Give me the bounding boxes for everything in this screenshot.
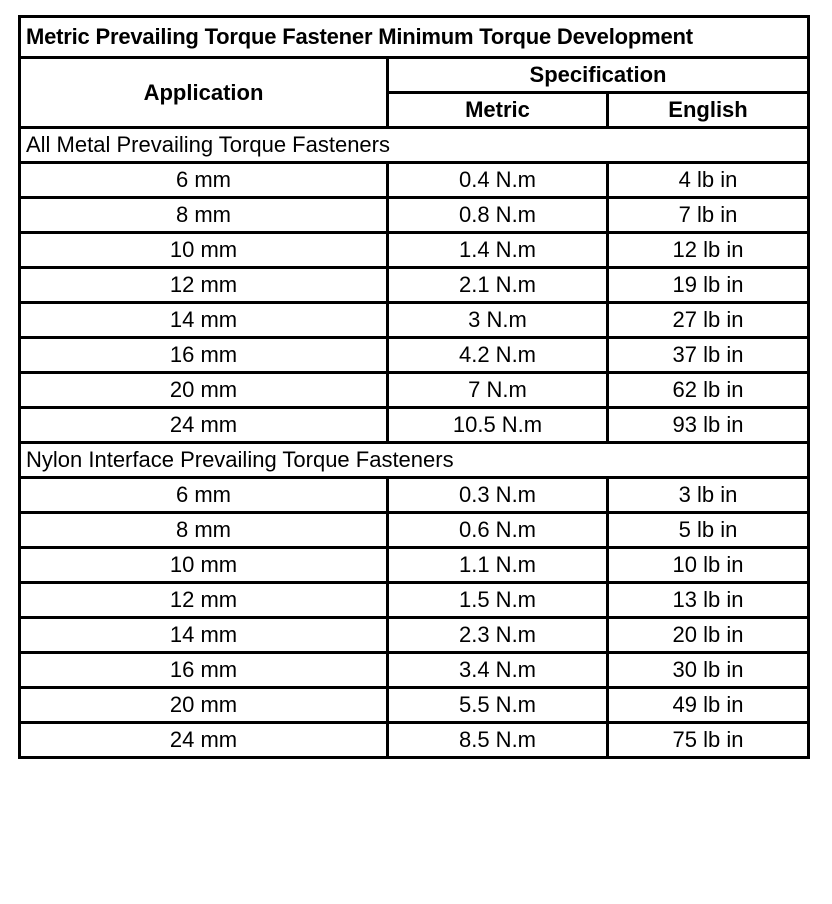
application-cell: 20 mm — [20, 373, 388, 408]
english-cell: 3 lb in — [608, 478, 809, 513]
english-cell: 13 lb in — [608, 583, 809, 618]
metric-cell: 2.3 N.m — [388, 618, 608, 653]
english-cell: 19 lb in — [608, 268, 809, 303]
table-title-row — [20, 17, 809, 58]
table-row — [20, 303, 809, 338]
table-row — [20, 408, 809, 443]
table-title: Metric Prevailing Torque Fastener Minimum Torque Development — [20, 17, 809, 58]
table-row — [20, 583, 809, 618]
application-cell: 16 mm — [20, 338, 388, 373]
english-cell: 5 lb in — [608, 513, 809, 548]
metric-cell: 1.1 N.m — [388, 548, 608, 583]
application-cell: 20 mm — [20, 688, 388, 723]
table-row — [20, 548, 809, 583]
table-row — [20, 373, 809, 408]
section-label: Nylon Interface Prevailing Torque Fasteners — [20, 443, 809, 478]
application-cell: 6 mm — [20, 478, 388, 513]
english-cell: 62 lb in — [608, 373, 809, 408]
application-cell: 6 mm — [20, 163, 388, 198]
english-cell: 30 lb in — [608, 653, 809, 688]
table-row — [20, 513, 809, 548]
english-cell: 27 lb in — [608, 303, 809, 338]
application-cell: 14 mm — [20, 303, 388, 338]
english-cell: 93 lb in — [608, 408, 809, 443]
english-cell: 7 lb in — [608, 198, 809, 233]
table-row — [20, 338, 809, 373]
english-cell: 20 lb in — [608, 618, 809, 653]
metric-cell: 10.5 N.m — [388, 408, 608, 443]
table-row — [20, 268, 809, 303]
table-row — [20, 198, 809, 233]
application-cell: 8 mm — [20, 513, 388, 548]
metric-cell: 8.5 N.m — [388, 723, 608, 758]
application-cell: 16 mm — [20, 653, 388, 688]
metric-cell: 0.6 N.m — [388, 513, 608, 548]
application-cell: 10 mm — [20, 548, 388, 583]
application-cell: 10 mm — [20, 233, 388, 268]
application-cell: 14 mm — [20, 618, 388, 653]
english-cell: 37 lb in — [608, 338, 809, 373]
table-row — [20, 723, 809, 758]
metric-cell: 7 N.m — [388, 373, 608, 408]
metric-cell: 1.4 N.m — [388, 233, 608, 268]
application-cell: 8 mm — [20, 198, 388, 233]
metric-cell: 0.8 N.m — [388, 198, 608, 233]
table-row — [20, 688, 809, 723]
application-cell: 12 mm — [20, 268, 388, 303]
english-cell: 10 lb in — [608, 548, 809, 583]
metric-cell: 3 N.m — [388, 303, 608, 338]
application-header: Application — [20, 58, 388, 128]
table-row — [20, 163, 809, 198]
table-row — [20, 233, 809, 268]
torque-spec-table — [18, 15, 810, 759]
english-cell: 75 lb in — [608, 723, 809, 758]
application-cell: 24 mm — [20, 408, 388, 443]
section-row — [20, 443, 809, 478]
metric-cell: 1.5 N.m — [388, 583, 608, 618]
metric-cell: 5.5 N.m — [388, 688, 608, 723]
english-cell: 4 lb in — [608, 163, 809, 198]
table-body — [20, 128, 809, 758]
table-row — [20, 618, 809, 653]
english-cell: 12 lb in — [608, 233, 809, 268]
metric-cell: 4.2 N.m — [388, 338, 608, 373]
metric-cell: 0.3 N.m — [388, 478, 608, 513]
table-row — [20, 653, 809, 688]
metric-cell: 3.4 N.m — [388, 653, 608, 688]
metric-cell: 2.1 N.m — [388, 268, 608, 303]
application-cell: 24 mm — [20, 723, 388, 758]
metric-header: Metric — [388, 93, 608, 128]
application-cell: 12 mm — [20, 583, 388, 618]
metric-cell: 0.4 N.m — [388, 163, 608, 198]
english-header: English — [608, 93, 809, 128]
table-row — [20, 478, 809, 513]
specification-header: Specification — [388, 58, 809, 93]
english-cell: 49 lb in — [608, 688, 809, 723]
section-label: All Metal Prevailing Torque Fasteners — [20, 128, 809, 163]
section-row — [20, 128, 809, 163]
header-row-1 — [20, 58, 809, 93]
